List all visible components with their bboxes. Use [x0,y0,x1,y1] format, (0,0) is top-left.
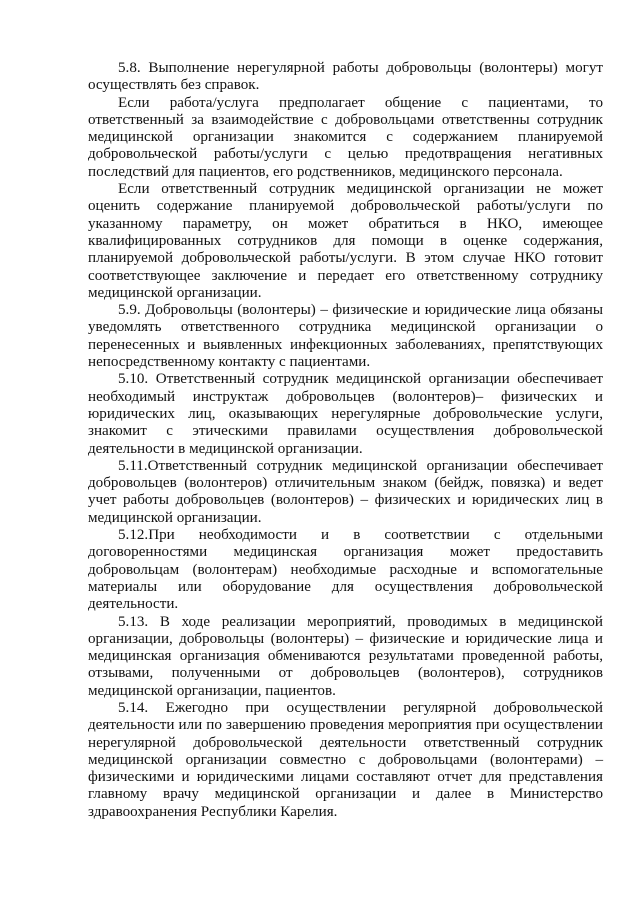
paragraph-5-13: 5.13. В ходе реализации мероприятий, проводимых в медицинской организации, добровольцы (волонтеры) – физические и юридические лица и медицинская организация обмениваются результатами проведенной работы, отзывами, полученными от добровольцев (волонтеров), сотрудников медицинской организации, пациентов. [88,613,603,699]
paragraph-5-8: 5.8. Выполнение нерегулярной работы добровольцы (волонтеры) могут осуществлять без справок. [88,60,603,94]
paragraph-5-14: 5.14. Ежегодно при осуществлении регулярной добровольческой деятельности или по завершению проведения мероприятия при осуществлении нерегулярной добровольческой деятельности ответственный сотрудник медицинской организации совместно с добровольцами (волонтерами) – физическими и юридическими лицами составляют отчет для представления главному врачу медицинской организации и далее в Министерство здравоохранения Республики Карелия. [88,699,603,820]
paragraph-5-9: 5.9. Добровольцы (волонтеры) – физические и юридические лица обязаны уведомлять ответственного сотрудника медицинской организации о перенесенных и выявленных инфекционных заболеваниях, препятствующих непосредственному контакту с пациентами. [88,302,603,371]
paragraph-5-11: 5.11.Ответственный сотрудник медицинской организации обеспечивает добровольцев (волонтеров) отличительным знаком (бейдж, повязка) и ведет учет работы добровольцев (волонтеров) – физических и юридических лиц в медицинской организации. [88,457,603,526]
paragraph-5-12: 5.12.При необходимости и в соответствии с отдельными договоренностями медицинская организация может предоставить добровольцам (волонтерам) необходимые расходные и вспомогательные материалы или оборудование для осуществления добровольческой деятельности. [88,527,603,613]
paragraph-nko-assessment: Если ответственный сотрудник медицинской организации не может оценить содержание планируемой добровольческой работы/услуги по указанному параметру, он может обратиться в НКО, имеющее квалифицированных сотрудников для помощи в оценке содержания, планируемой добровольческой работы/услуги. В этом случае НКО готовит соответствующее заключение и передает его ответственному сотруднику медицинской организации. [88,181,603,301]
paragraph-5-10: 5.10. Ответственный сотрудник медицинской организации обеспечивает необходимый инструктаж добровольцев (волонтеров)– физических и юридических лиц, оказывающих нерегулярные добровольческие услуги, знакомит с этическими правилами осуществления добровольческой деятельности в медицинской организации. [88,371,603,457]
paragraph-patient-contact: Если работа/услуга предполагает общение с пациентами, то ответственный за взаимодействие с добровольцами ответственны сотрудник медицинской организации знакомится с содержанием планируемой добровольческой работы/услуги с целью предотвращения негативных последствий для пациентов, его родственников, медицинского персонала. [88,94,603,180]
